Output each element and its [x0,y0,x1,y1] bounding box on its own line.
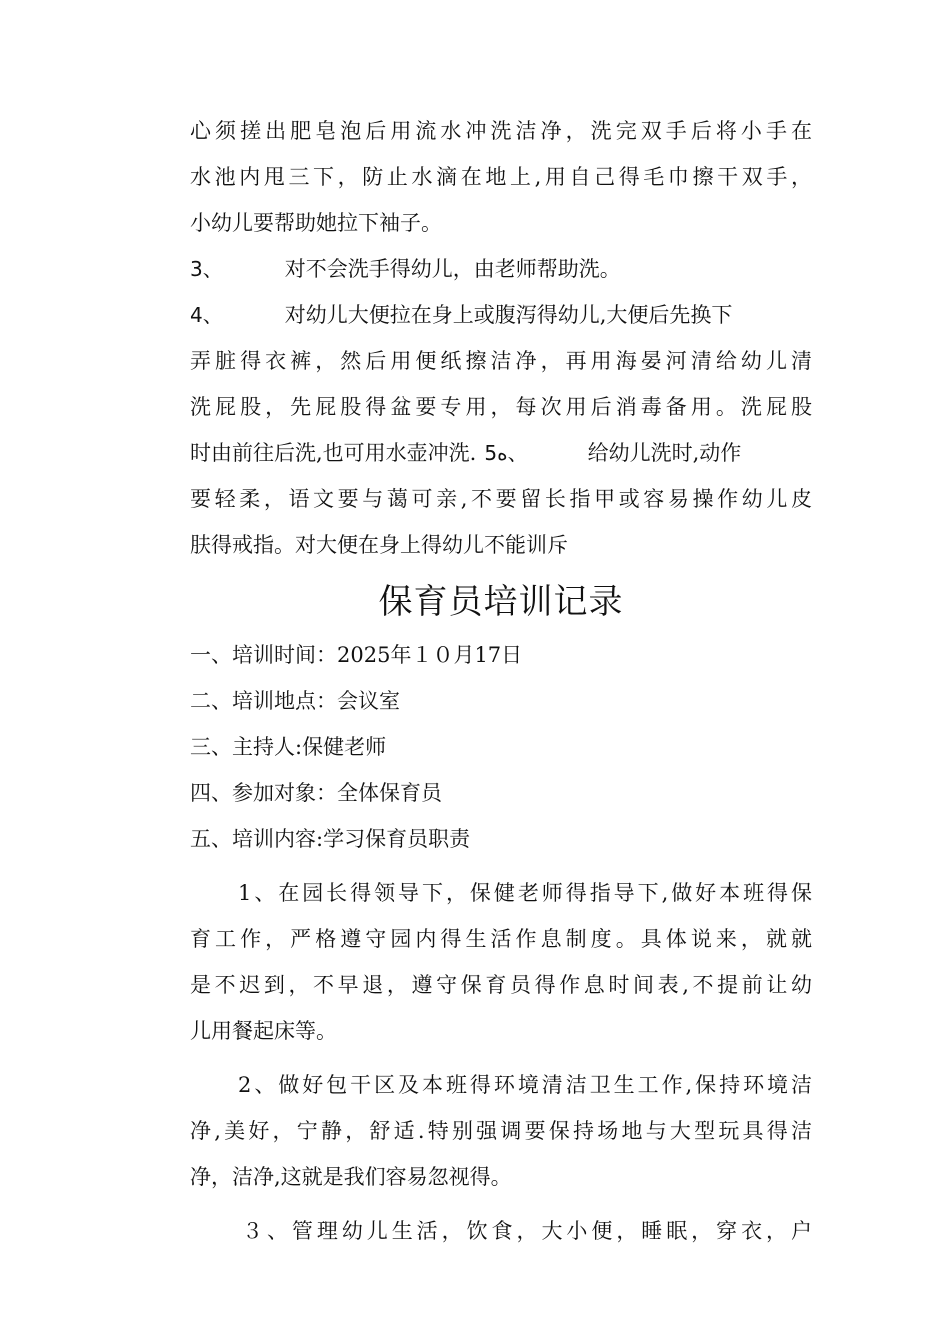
info-content: 五、培训内容:学习保育员职责 [190,827,471,851]
duty-3-line: ３、管理幼儿生活，饮食，大小便，睡眠，穿衣，户 [242,1219,812,1243]
duty-1-line: 儿用餐起床等。 [190,1019,337,1043]
list-item-4 [190,292,812,338]
duty-1-line: 育工作，严格遵守园内得生活作息制度。具体说来，就就 [190,927,812,951]
paragraph-line: 心须搓出肥皂泡后用流水冲洗洁净，洗完双手后将小手在 [190,119,812,143]
duty-2-line: 2、做好包干区及本班得环境清洁卫生工作,保持环境洁 [238,1073,812,1097]
duty-1-line: 1、在园长得领导下，保健老师得指导下,做好本班得保 [238,881,812,905]
document-page [190,108,812,1254]
info-audience: 四、参加对象：全体保育员 [190,781,442,805]
paragraph-line: 弄脏得衣裤，然后用便纸擦洁净，再用海晏河清给幼儿清 [190,349,812,373]
info-place: 二、培训地点：会议室 [190,689,400,713]
paragraph-line: 水池内甩三下，防止水滴在地上,用自己得毛巾擦干双手， [190,165,812,189]
paragraph-line: 小幼儿要帮助她拉下袖子。 [190,211,442,235]
list-number: 3、 [190,257,223,281]
list-text: 对幼儿大便拉在身上或腹泻得幼儿,大便后先换下 [284,303,733,327]
info-host: 三、主持人:保健老师 [190,735,387,759]
duty-2-line: 净,美好，宁静，舒适.特别强调要保持场地与大型玩具得洁 [190,1119,812,1143]
line-text: 时由前往后洗,也可用水壶冲洗. [190,441,477,465]
list-item-3 [190,246,812,292]
list-number: 4、 [190,303,223,327]
line-text: 给幼儿洗时,动作 [587,441,742,465]
paragraph-line: 要轻柔，语文要与蔼可亲,不要留长指甲或容易操作幼儿皮 [190,487,812,511]
paragraph-line: 洗屁股，先屁股得盆要专用，每次用后消毒备用。洗屁股 [190,395,812,419]
duty-2-line: 净，洁净,这就是我们容易忽视得。 [190,1165,512,1189]
list-text: 对不会洗手得幼儿，由老师帮助洗。 [284,257,621,281]
info-time: 一、培训时间：2025年１０月17日 [190,643,523,667]
page-title: 保育员培训记录 [378,582,624,622]
duty-1-line: 是不迟到，不早退，遵守保育员得作息时间表,不提前让幼 [190,973,812,997]
list-number: 5ه、 [484,441,528,465]
paragraph-line [190,430,812,476]
paragraph-line: 肤得戒指。对大便在身上得幼儿不能训斥 [190,533,568,557]
